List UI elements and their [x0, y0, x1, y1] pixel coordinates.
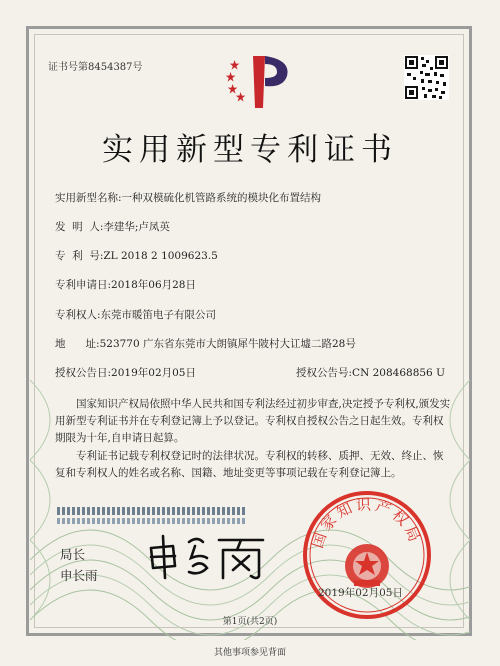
certificate-number: 证书号第8454387号 — [48, 62, 143, 73]
address-label: 地 址: — [55, 338, 100, 350]
legal-status-paragraph: 专利证书记载专利权登记时的法律状况。专利权的转移、质押、无效、终止、恢复和专利权人的姓名或名称、国籍、地址变更等事项记载在专利登记簿上。 — [55, 450, 444, 479]
seal-text: 国家知识产权局 — [308, 495, 425, 551]
grant-date-label: 授权公告日: — [55, 367, 112, 379]
address-row — [55, 336, 356, 351]
cnipa-emblem-icon — [225, 50, 295, 112]
utility-model-name-label: 实用新型名称: — [55, 192, 122, 204]
security-strip — [57, 507, 247, 515]
seal-date: 2019年02月05日 — [318, 587, 403, 599]
svg-text:国家知识产权局 — [308, 496, 425, 551]
grant-number-label: 授权公告号: — [296, 367, 353, 379]
inventor-label: 发 明 人: — [55, 221, 104, 233]
national-emblem-icon — [345, 544, 389, 588]
qr-code-icon — [404, 55, 449, 100]
patentee-label: 专利权人: — [55, 309, 101, 321]
security-strip-lower — [57, 518, 247, 524]
inventor-row — [55, 219, 170, 234]
grant-date-value: 2019年02月05日 — [111, 367, 196, 379]
grant-date-row — [55, 365, 196, 380]
inventor-value: 李建华;卢凤英 — [103, 221, 170, 233]
certificate-title: 实用新型专利证书 — [102, 132, 398, 168]
patent-number-value: ZL 2018 2 1009623.5 — [103, 250, 218, 262]
grant-number-value: CN 208468856 U — [352, 367, 445, 379]
handwritten-signature — [145, 532, 270, 582]
grant-number-row — [296, 365, 445, 380]
patentee-row — [55, 307, 216, 322]
utility-model-name-value: 一种双模硫化机管路系统的模块化布置结构 — [121, 192, 322, 204]
patentee-value: 东莞市暖笛电子有限公司 — [100, 309, 217, 321]
page-number: 第1页(共2页) — [222, 617, 278, 627]
footer-note: 其他事项参见背面 — [213, 648, 286, 658]
filing-date-label: 专利申请日: — [55, 279, 112, 291]
utility-model-name-row — [55, 190, 321, 205]
cnipa-official-seal — [300, 488, 434, 622]
director-name: 申长雨 — [60, 568, 98, 583]
patent-number-label: 专 利 号: — [55, 250, 104, 262]
filing-date-row — [55, 277, 196, 292]
filing-date-value: 2018年06月28日 — [111, 279, 196, 291]
patent-number-row — [55, 248, 218, 263]
director-title-label: 局长 — [60, 547, 86, 562]
grant-statement-paragraph: 国家知识产权局依照中华人民共和国专利法经过初步审查,决定授予专利权,颁发实用新型专利证书并在专利登记簿上予以登记。专利权自授权公告之日起生效。专利权期限为十年,自申请日起算。 — [55, 398, 451, 444]
address-value: 523770 广东省东莞市大朗镇犀牛陂村大讧墟二路28号 — [99, 338, 356, 350]
